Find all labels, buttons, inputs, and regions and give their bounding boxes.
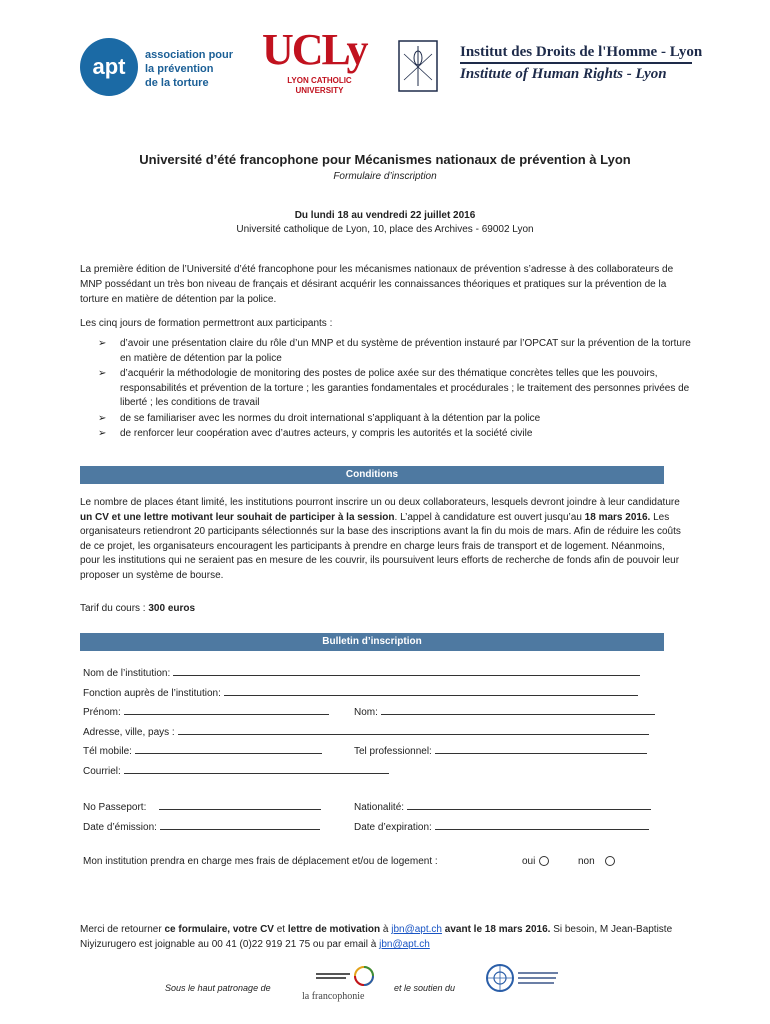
email-link[interactable]: jbn@apt.ch [391,924,442,935]
prenom-field[interactable] [83,705,329,718]
form-heading: Bulletin d’inscription [80,633,664,651]
ucly-logo-text: UCLy [262,25,367,74]
conditions-text: . L’appel à candidature est ouvert jusqu’au [394,511,585,523]
conditions-text: Le nombre de places étant limité, les institutions pourront inscrire un ou deux collaborateurs, lesquels devront joindre à leur candidature [80,497,680,508]
non-radio[interactable] [605,856,615,866]
institute-emblem-icon [398,40,438,92]
closing-deadline: avant le 18 mars 2016. [442,924,551,935]
nom-input-line[interactable] [381,705,655,715]
objective-text: de se familiariser avec les normes du droit international s’appliquant à la détention par la police [120,412,541,424]
list-item [80,337,692,366]
closing-text: et [273,924,288,935]
field-label: Nom de l’institution: [83,668,171,679]
institute-name-en: Institute of Human Rights - Lyon [460,66,667,82]
date-emission-input-line[interactable] [160,820,320,830]
patronage-text: Sous le haut patronage de [165,983,271,993]
oui-radio[interactable] [539,856,549,866]
conditions-emphasis: un CV et une lettre motivant leur souhait de participer à la session [80,511,395,523]
non-label: non [578,856,595,867]
field-label: Tél mobile: [83,746,132,757]
objectives-list [80,337,692,443]
document-title: Université d’été francophone pour Mécanismes nationaux de prévention à Lyon [139,152,631,167]
closing-text: Merci de retourner [80,924,165,935]
objective-text: d’avoir une présentation claire du rôle d’un MNP et du système de prévention instauré par l’OPCAT sur la prévention de la torture en matière de détention par la police [120,338,691,364]
fonction-field[interactable] [83,686,638,699]
objectives-intro: Les cinq jours de formation permettront aux participants : [80,318,333,329]
apt-logo-caption [145,48,233,90]
apt-logo-text: apt [92,54,126,79]
institute-name-fr: Institut des Droits de l'Homme - Lyon [460,44,703,60]
soutien-text: et le soutien du [394,983,456,993]
tel-pro-field[interactable] [354,744,647,757]
ucly-sub-line: UNIVERSITY [295,86,344,95]
field-label: Fonction auprès de l’institution: [83,688,221,699]
bullet-icon: ➢ [98,338,107,349]
date-expiration-field[interactable] [354,820,649,833]
closing-emphasis: ce formulaire, votre CV [164,924,274,935]
conditions-paragraph [80,496,684,583]
ucly-sub-line: LYON CATHOLIC [287,76,352,85]
un-emblem-icon [484,962,564,998]
institution-input-line[interactable] [173,666,640,676]
tarif-label: Tarif du cours : [80,603,149,614]
passeport-field[interactable] [83,800,321,813]
field-label: Adresse, ville, pays : [83,727,175,738]
adresse-input-line[interactable] [178,725,649,735]
intro-paragraph: La première édition de l’Université d’été francophone pour les mécanismes nationaux de prévention s’adresse à des collaborateurs de MNP possédant un très bon niveau de français et désirant acquérir les connaissances théoriques et pratiques sur la prévention de la torture en matière de détention par la police. [80,264,674,305]
objective-text: de renforcer leur coopération avec d’autres acteurs, y compris les autorités et la société civile [120,428,533,439]
closing-text: à [380,924,392,935]
non-option[interactable] [578,856,615,867]
francophonie-ring-icon [302,964,378,988]
field-label: Tel professionnel: [354,746,432,757]
nom-field[interactable] [354,705,655,718]
tel-pro-input-line[interactable] [435,744,647,754]
closing-paragraph [80,922,680,952]
field-label: No Passeport: [83,802,147,813]
prenom-input-line[interactable] [124,705,329,715]
field-label: Courriel: [83,766,121,777]
francophonie-logo [302,964,378,1000]
prise-en-charge-question: Mon institution prendra en charge mes frais de déplacement et/ou de logement : [83,856,438,867]
adresse-field[interactable] [83,725,649,738]
list-item [80,412,692,427]
institute-divider [460,62,692,64]
nationalite-input-line[interactable] [407,800,651,810]
bullet-icon: ➢ [98,368,107,379]
list-item [80,427,692,442]
tarif [80,601,690,616]
apt-logo [80,38,138,96]
date-expiration-input-line[interactable] [435,820,649,830]
ucly-logo [262,25,377,128]
field-label: Date d’émission: [83,822,157,833]
passeport-input-line[interactable] [159,800,321,810]
apt-line: de la torture [145,77,209,89]
event-dates: Du lundi 18 au vendredi 22 juillet 2016 [294,210,476,221]
objective-text: d’acquérir la méthodologie de monitoring des postes de police axée sur des thématique concrètes telles que les pouvoirs, responsabilités et prévention de la torture ; les garanties fondamentales et procédurales ; le traitement des personnes privées de liberté ; les conditions de travail [120,368,690,408]
conditions-text: Les organisateurs retiendront 20 participants sélectionnés sur la base des inscriptions avant la fin du mois de mars. Afin de réduire les coûts de ce projet, les organisateurs encouragent les participants à prendre en charge leurs frais de transport et de logement. Néanmoins, pour les institutions qui ne seraient pas en mesure de les couvrir, ils poursuivent leurs efforts de recherche de fonds afin de pouvoir leur proposer un système de bourse. [80,511,681,581]
bullet-icon: ➢ [98,412,107,424]
tarif-value: 300 euros [148,603,196,614]
field-label: Prénom: [83,707,121,718]
document-subtitle: Formulaire d’inscription [333,171,437,182]
fonction-input-line[interactable] [224,686,638,696]
event-location: Université catholique de Lyon, 10, place des Archives - 69002 Lyon [236,224,534,235]
tel-mobile-field[interactable] [83,744,322,757]
field-label: Date d’expiration: [354,822,432,833]
closing-text: Si besoin, M Jean-Baptiste Niyizurugero est joignable au 00 41 (0)22 919 21 75 ou par email à [80,924,673,950]
conditions-deadline: 18 mars 2016. [584,511,651,523]
bullet-icon: ➢ [98,428,107,439]
oui-label: oui [522,856,536,867]
apt-line: association pour [145,49,234,61]
oui-option[interactable] [522,856,549,867]
apt-line: la prévention [145,63,214,75]
field-label: Nationalité: [354,802,405,813]
closing-emphasis: lettre de motivation [287,924,381,935]
francophonie-text: la francophonie [302,991,365,1002]
courriel-field[interactable] [83,764,389,777]
email-link[interactable]: jbn@apt.ch [379,939,430,950]
field-label: Nom: [354,707,378,718]
date-emission-field[interactable] [83,820,320,833]
list-item [80,367,692,411]
courriel-input-line[interactable] [124,764,389,774]
tel-mobile-input-line[interactable] [135,744,322,754]
institution-field[interactable] [83,666,640,679]
conditions-heading: Conditions [80,466,664,484]
un-human-rights-logo [484,962,564,998]
nationalite-field[interactable] [354,800,651,813]
